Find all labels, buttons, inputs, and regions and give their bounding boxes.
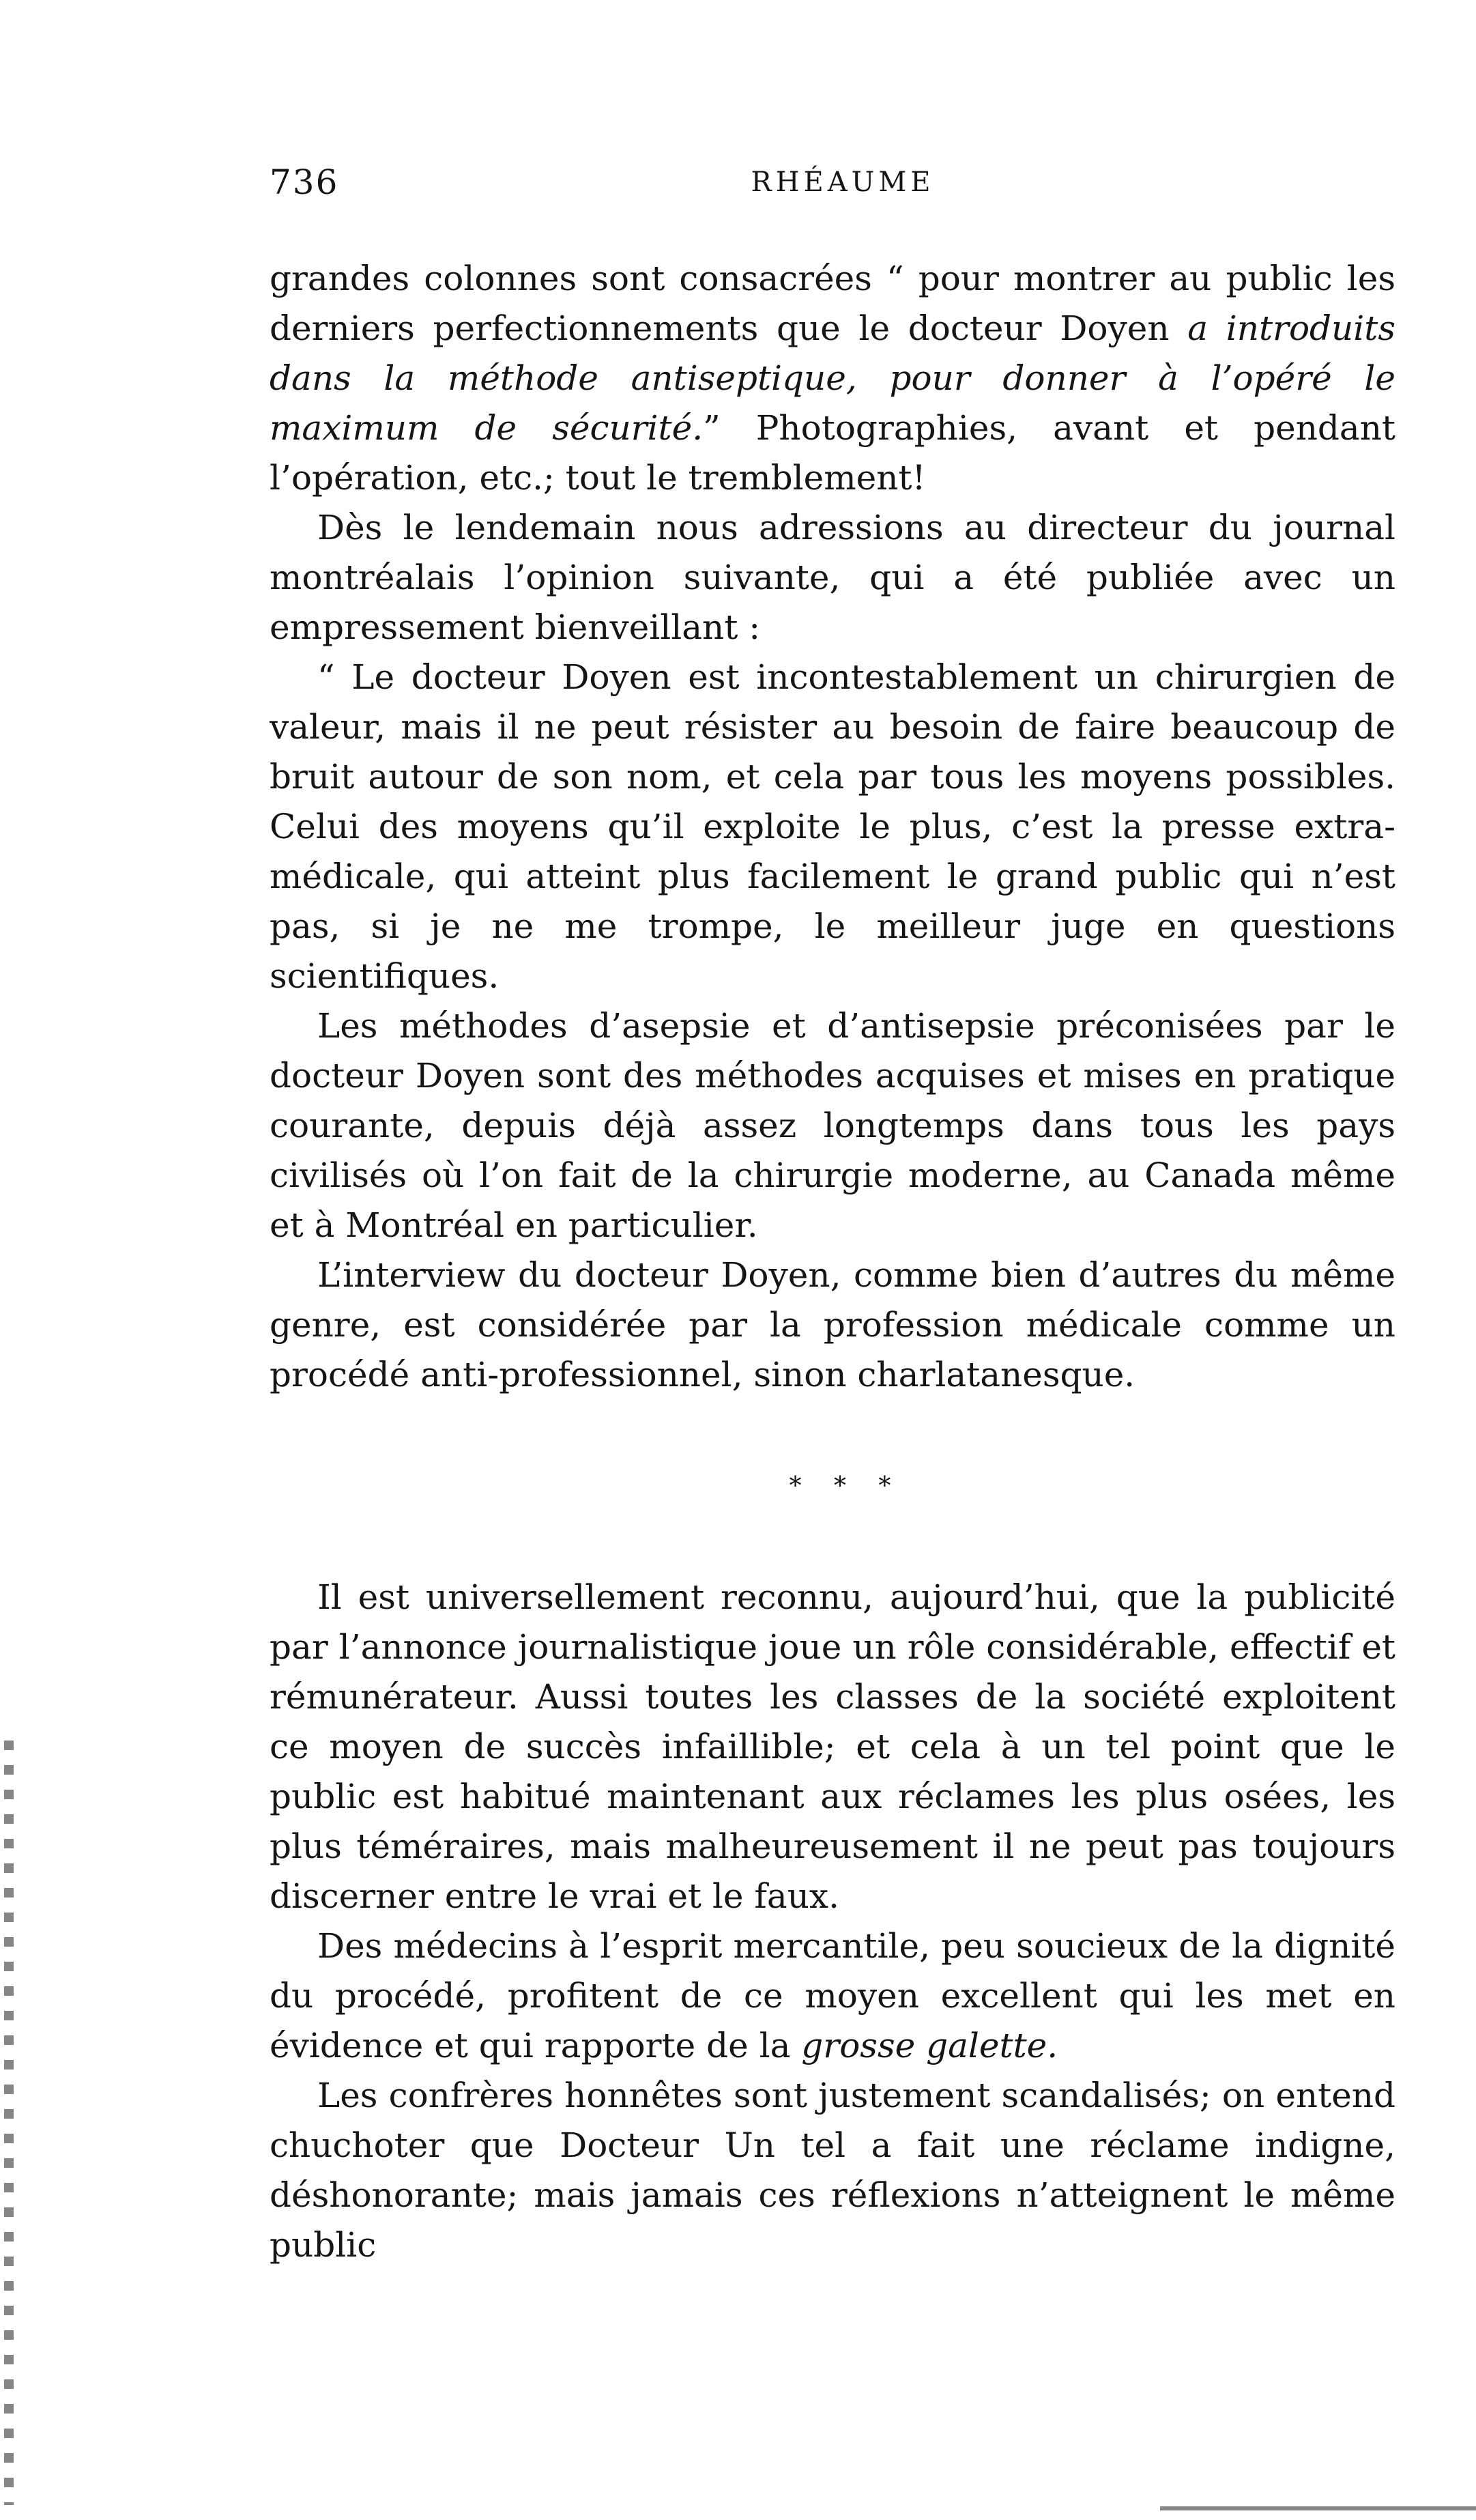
scan-edge-artifact	[4, 1741, 14, 2505]
paragraph-quoted-opinion: “ Le docteur Doyen est incontestablement un chirurgien de valeur, mais il ne peut résister au besoin de faire beaucoup de bruit autour de son nom, et cela par tous les moyens possibles. Celui des moyens qu’il exploite le plus, c’est la presse extra-médicale, qui atteint plus facilement le grand public qui n’est pas, si je ne me trompe, le meilleur juge en questions scientifiques.	[270, 657, 1395, 996]
paragraph: Il est universellement reconnu, aujourd’hui, que la publicité par l’annonce journalistique joue un rôle considérable, effectif et rémunérateur. Aussi toutes les classes de la société exploitent ce moyen de succès infaillible; et cela à un tel point que le public est habitué maintenant aux réclames les plus osées, les plus téméraires, mais malheureusement il ne peut pas toujours discerner entre le vrai et le faux.	[270, 1577, 1395, 1916]
page-number: 736	[270, 162, 339, 202]
body-text	[270, 254, 1395, 2270]
scan-bottom-artifact	[1160, 2506, 1476, 2510]
section-separator: * * *	[789, 1472, 903, 1500]
paragraph: Les confrères honnêtes sont justement scandalisés; on entend chuchoter que Docteur Un tel a fait une réclame indigne, déshonorante; mais jamais ces réflexions n’atteignent le même public	[270, 2076, 1395, 2265]
italic-quote: a introduits dans la méthode antiseptique, pour donner à l’opéré le maximum de sécurité.	[270, 309, 1395, 448]
paragraph	[270, 1921, 1395, 2071]
paragraph-text: ” Photographies, avant et pendant l’opération, etc.; tout le tremblement!	[270, 408, 1396, 498]
running-head: RHÉAUME	[751, 167, 935, 198]
italic-phrase: grosse galette.	[801, 2026, 1058, 2065]
paragraph-text: grandes colonnes sont consacrées “ pour montrer au public les derniers perfectionnements que le docteur Doyen	[270, 259, 1395, 348]
paragraph-continuation	[270, 254, 1395, 503]
page-header	[270, 162, 1416, 224]
paragraph: Dès le lendemain nous adressions au directeur du journal montréalais l’opinion suivante, qui a été publiée avec un empressement bienveillant :	[270, 508, 1395, 647]
paragraph: Les méthodes d’asepsie et d’antisepsie préconisées par le docteur Doyen sont des méthodes acquises et mises en pratique courante, depuis déjà assez longtemps dans tous les pays civilisés où l’on fait de la chirurgie moderne, au Canada même et à Montréal en particulier.	[270, 1006, 1395, 1245]
paragraph-text: Des médecins à l’esprit mercantile, peu soucieux de la dignité du procédé, profitent de ce moyen excellent qui les met en évidence et qui rapporte de la	[270, 1926, 1395, 2065]
paragraph: L’interview du docteur Doyen, comme bien d’autres du même genre, est considérée par la profession médicale comme un procédé anti-professionnel, sinon charlatanesque.	[270, 1255, 1395, 1394]
